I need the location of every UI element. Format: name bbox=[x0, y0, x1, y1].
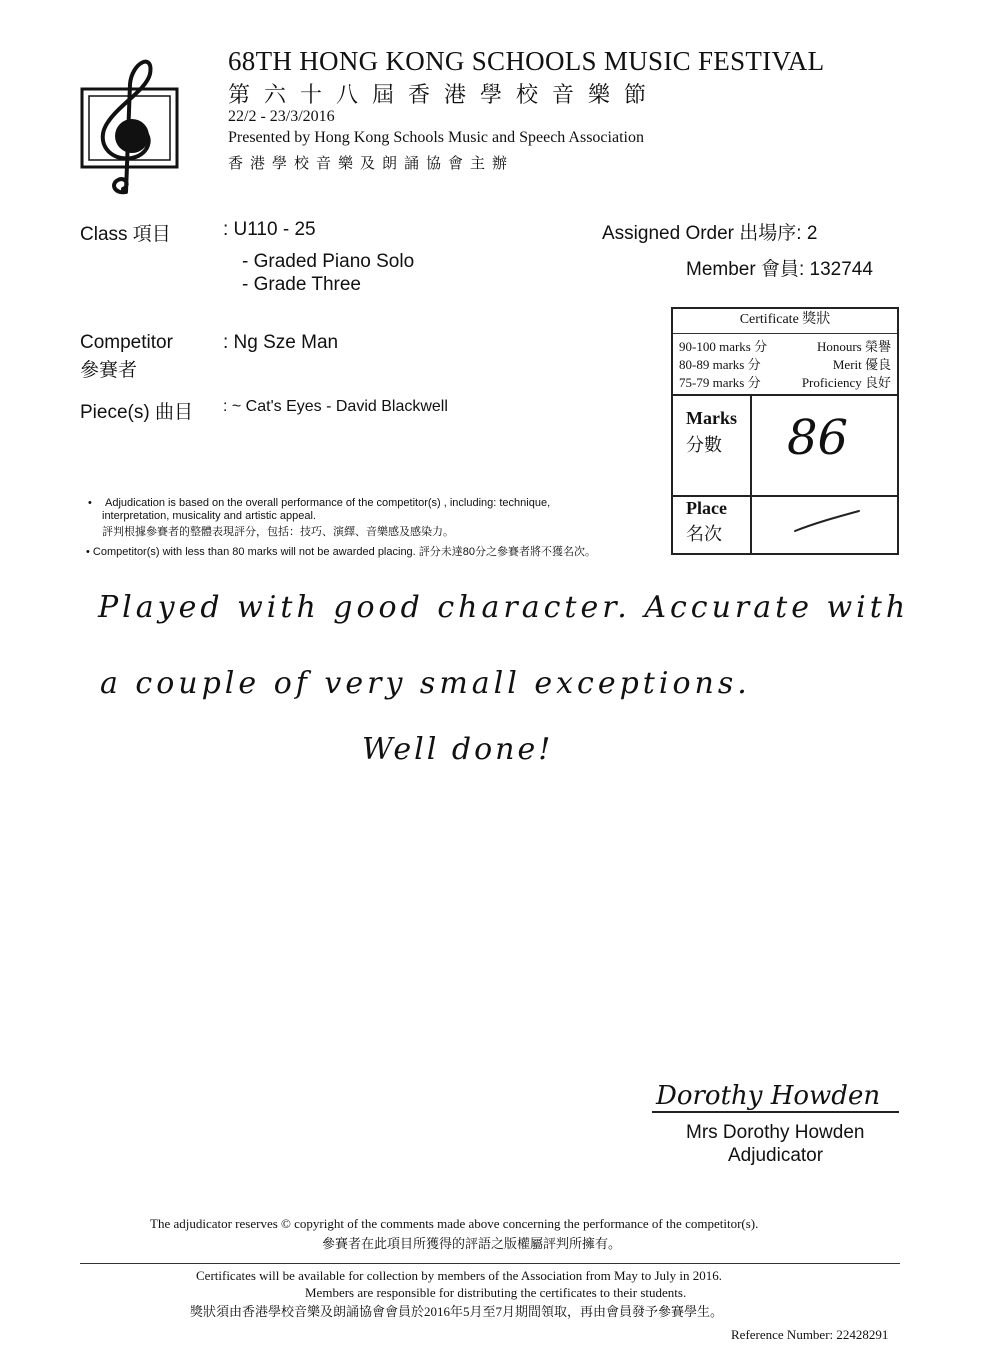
certificate-note-zh: 獎狀須由香港學校音樂及朗誦協會會員於2016年5月至7月期間領取，再由會員發予參賽學生。 bbox=[190, 1304, 724, 1319]
note-placing: • Competitor(s) with less than 80 marks will not be awarded placing. 評分未達80分之參賽者將不獲名次。 bbox=[86, 546, 597, 558]
note-bullet: • bbox=[88, 497, 92, 509]
class-grade: - Grade Three bbox=[242, 274, 361, 295]
place-label-zh: 名次 bbox=[686, 524, 722, 544]
competitor-label-zh: 參賽者 bbox=[80, 360, 138, 381]
certificate-row bbox=[679, 372, 891, 389]
comment-line: Played with good character. Accurate with bbox=[98, 590, 910, 625]
festival-dates: 22/2 - 23/3/2016 bbox=[228, 108, 335, 125]
certificate-row bbox=[679, 354, 891, 371]
note-line-zh: 評判根據參賽者的整體表現評分，包括：技巧、演繹、音樂感及感染力。 bbox=[102, 526, 454, 538]
assigned-order: Assigned Order 出場序: 2 bbox=[602, 223, 818, 244]
reference-number: Reference Number: 22428291 bbox=[731, 1327, 889, 1342]
comment-line: Well done! bbox=[362, 732, 554, 767]
certificate-row bbox=[679, 336, 891, 353]
certificate-collection-note: Certificates will be available for collection by members of the Association from May to July in 2016. bbox=[196, 1268, 723, 1283]
certificate-range: 75-79 marks 分 bbox=[679, 375, 761, 390]
presented-by-zh: 香港學校音樂及朗誦協會主辦 bbox=[228, 156, 515, 172]
certificate-award: Merit 優良 bbox=[832, 357, 891, 372]
certificate-award: Proficiency 良好 bbox=[801, 375, 891, 390]
festival-logo-treble-clef-icon bbox=[80, 44, 180, 199]
comment-line: a couple of very small exceptions. bbox=[100, 666, 751, 701]
note-line: Adjudication is based on the overall performance of the competitor(s) , including: technique, bbox=[105, 497, 551, 509]
place-cell bbox=[673, 495, 897, 553]
signature-line bbox=[652, 1111, 899, 1113]
marks-cell bbox=[673, 394, 897, 497]
copyright-notice-zh: 參賽者在此項目所獲得的評語之版權屬評判所擁有。 bbox=[322, 1236, 622, 1251]
presented-by: Presented by Hong Kong Schools Music and Speech Association bbox=[228, 129, 644, 146]
adjudicator-name: Mrs Dorothy Howden bbox=[686, 1122, 865, 1143]
marks-value: 86 bbox=[787, 410, 849, 466]
place-label: Place bbox=[686, 498, 727, 518]
certificate-distribution-note: Members are responsible for distributing the certificates to their students. bbox=[305, 1285, 687, 1300]
note-line: interpretation, musicality and artistic appeal. bbox=[102, 510, 316, 522]
class-value: : U110 - 25 bbox=[223, 219, 316, 240]
pieces-value: : ~ Cat's Eyes - David Blackwell bbox=[223, 398, 448, 415]
adjudicator-role: Adjudicator bbox=[728, 1145, 824, 1166]
marks-label-zh: 分數 bbox=[686, 435, 722, 455]
copyright-notice: The adjudicator reserves © copyright of the comments made above concerning the performance of the competitor(s). bbox=[150, 1216, 759, 1231]
certificate-header: Certificate 獎狀 bbox=[673, 309, 897, 334]
pieces-label: Piece(s) 曲目 bbox=[80, 402, 193, 423]
festival-title: 68TH HONG KONG SCHOOLS MUSIC FESTIVAL bbox=[228, 46, 825, 76]
certificate-range: 80-89 marks 分 bbox=[679, 357, 761, 372]
cell-divider bbox=[750, 394, 752, 495]
member-number: Member 會員: 132744 bbox=[686, 259, 873, 280]
certificate-ranges bbox=[673, 333, 897, 396]
certificate-range: 90-100 marks 分 bbox=[679, 339, 768, 354]
certificate-award: Honours 榮譽 bbox=[816, 339, 891, 354]
certificate-box bbox=[671, 307, 899, 555]
place-dash-mark bbox=[791, 505, 863, 535]
marks-label: Marks bbox=[686, 408, 737, 428]
class-description: - Graded Piano Solo bbox=[242, 251, 415, 272]
adjudicator-signature: Dorothy Howden bbox=[656, 1081, 881, 1111]
class-label: Class 項目 bbox=[80, 224, 171, 245]
competitor-name: : Ng Sze Man bbox=[223, 332, 339, 353]
festival-title-zh: 第六十八屆香港學校音樂節 bbox=[228, 82, 661, 107]
cell-divider bbox=[750, 495, 752, 553]
note-placing-text: Competitor(s) with less than 80 marks will not be awarded placing. 評分未達80分之參賽者將不獲名次。 bbox=[92, 546, 597, 558]
competitor-label: Competitor bbox=[80, 332, 173, 353]
footer-divider bbox=[80, 1263, 900, 1264]
